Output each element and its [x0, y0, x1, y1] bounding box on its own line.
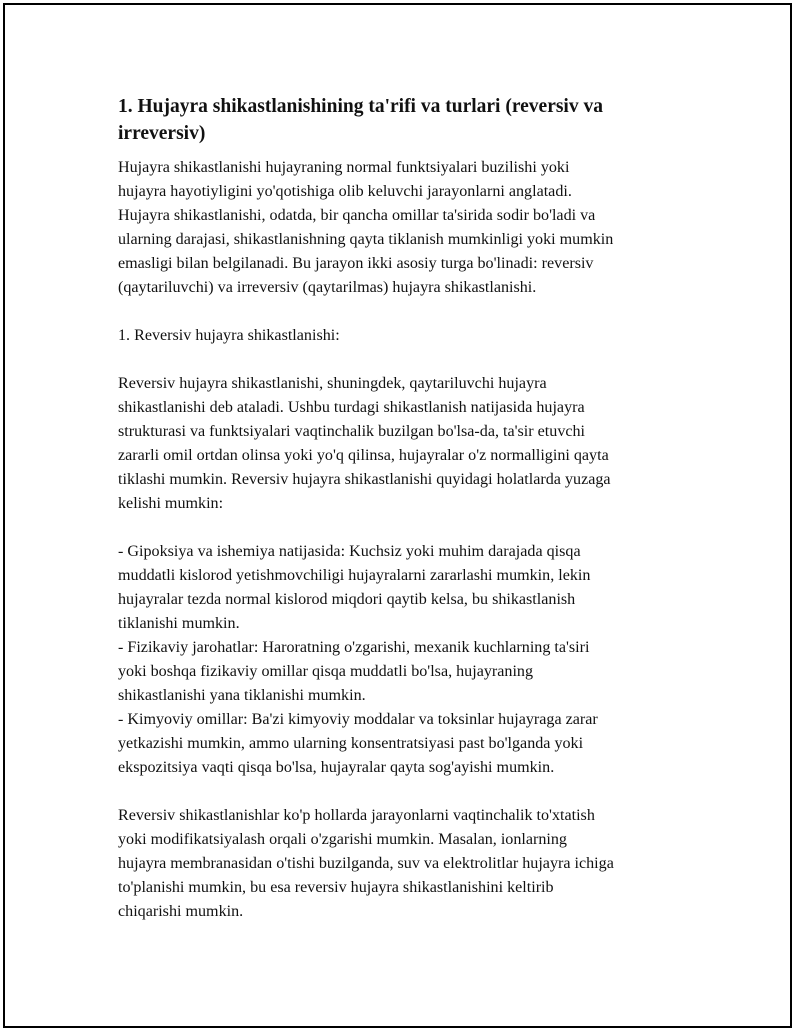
list-item-line: ekspozitsiya vaqti qisqa bo'lsa, hujayralar qayta sog'ayishi mumkin.: [118, 759, 555, 776]
paragraph-line: kelishi mumkin:: [118, 495, 224, 512]
title-line: irreversiv): [118, 123, 206, 144]
paragraph-line: Reversiv hujayra shikastlanishi, shuningdek, qaytariluvchi hujayra: [118, 375, 547, 392]
list-item-line: - Fizikaviy jarohatlar: Haroratning o'zgarishi, mexanik kuchlarning ta'siri: [118, 639, 590, 656]
list-item-line: tiklanishi mumkin.: [118, 615, 240, 632]
paragraph-line: chiqarishi mumkin.: [118, 903, 244, 920]
title-line: 1. Hujayra shikastlanishining ta'rifi va turlari (reversiv va: [118, 96, 603, 117]
cause-list: [118, 540, 698, 780]
closing-paragraph: [118, 804, 698, 924]
list-item-line: hujayralar tezda normal kislorod miqdori qaytib kelsa, bu shikastlanish: [118, 591, 576, 608]
document-body: [118, 93, 698, 924]
list-item-line: shikastlanishi yana tiklanishi mumkin.: [118, 687, 366, 704]
paragraph-line: shikastlanishi deb ataladi. Ushbu turdagi shikastlanish natijasida hujayra: [118, 399, 585, 416]
section-heading: [118, 324, 698, 348]
list-item-line: - Kimyoviy omillar: Ba'zi kimyoviy moddalar va toksinlar hujayraga zarar: [118, 711, 598, 728]
list-item-line: yoki boshqa fizikaviy omillar qisqa muddatli bo'lsa, hujayraning: [118, 663, 534, 680]
paragraph-line: Hujayra shikastlanishi hujayraning normal funktsiyalari buzilishi yoki: [118, 159, 570, 176]
list-item-line: - Gipoksiya va ishemiya natijasida: Kuchsiz yoki muhim darajada qisqa: [118, 543, 581, 560]
paragraph-line: yoki modifikatsiyalash orqali o'zgarishi mumkin. Masalan, ionlarning: [118, 831, 567, 848]
list-item-line: yetkazishi mumkin, ammo ularning konsentratsiyasi past bo'lganda yoki: [118, 735, 584, 752]
paragraph-line: Reversiv shikastlanishlar ko'p hollarda jarayonlarni vaqtinchalik to'xtatish: [118, 807, 595, 824]
paragraph-line: zararli omil ortdan olinsa yoki yo'q qilinsa, hujayralar o'z normalligini qayta: [118, 447, 609, 464]
paragraph-line: hujayra hayotiyligini yo'qotishiga olib keluvchi jarayonlarni anglatadi.: [118, 183, 572, 200]
paragraph-line: ularning darajasi, shikastlanishning qayta tiklanish mumkinligi yoki mumkin: [118, 231, 614, 248]
document-title: [118, 93, 698, 147]
paragraph-line: strukturasi va funktsiyalari vaqtinchalik buzilgan bo'lsa-da, ta'sir etuvchi: [118, 423, 586, 440]
reversiv-paragraph: [118, 372, 698, 516]
list-item-line: muddatli kislorod yetishmovchiligi hujayralarni zararlashi mumkin, lekin: [118, 567, 591, 584]
paragraph-line: emasligi bilan belgilanadi. Bu jarayon ikki asosiy turga bo'linadi: reversiv: [118, 255, 594, 272]
paragraph-line: Hujayra shikastlanishi, odatda, bir qancha omillar ta'sirida sodir bo'ladi va: [118, 207, 596, 224]
paragraph-line: tiklashi mumkin. Reversiv hujayra shikastlanishi quyidagi holatlarda yuzaga: [118, 471, 611, 488]
section-heading-text: 1. Reversiv hujayra shikastlanishi:: [118, 327, 340, 344]
intro-paragraph: [118, 156, 698, 300]
paragraph-line: (qaytariluvchi) va irreversiv (qaytarilmas) hujayra shikastlanishi.: [118, 279, 537, 296]
paragraph-line: to'planishi mumkin, bu esa reversiv hujayra shikastlanishini keltirib: [118, 879, 554, 896]
paragraph-line: hujayra membranasidan o'tishi buzilganda, suv va elektrolitlar hujayra ichiga: [118, 855, 614, 872]
